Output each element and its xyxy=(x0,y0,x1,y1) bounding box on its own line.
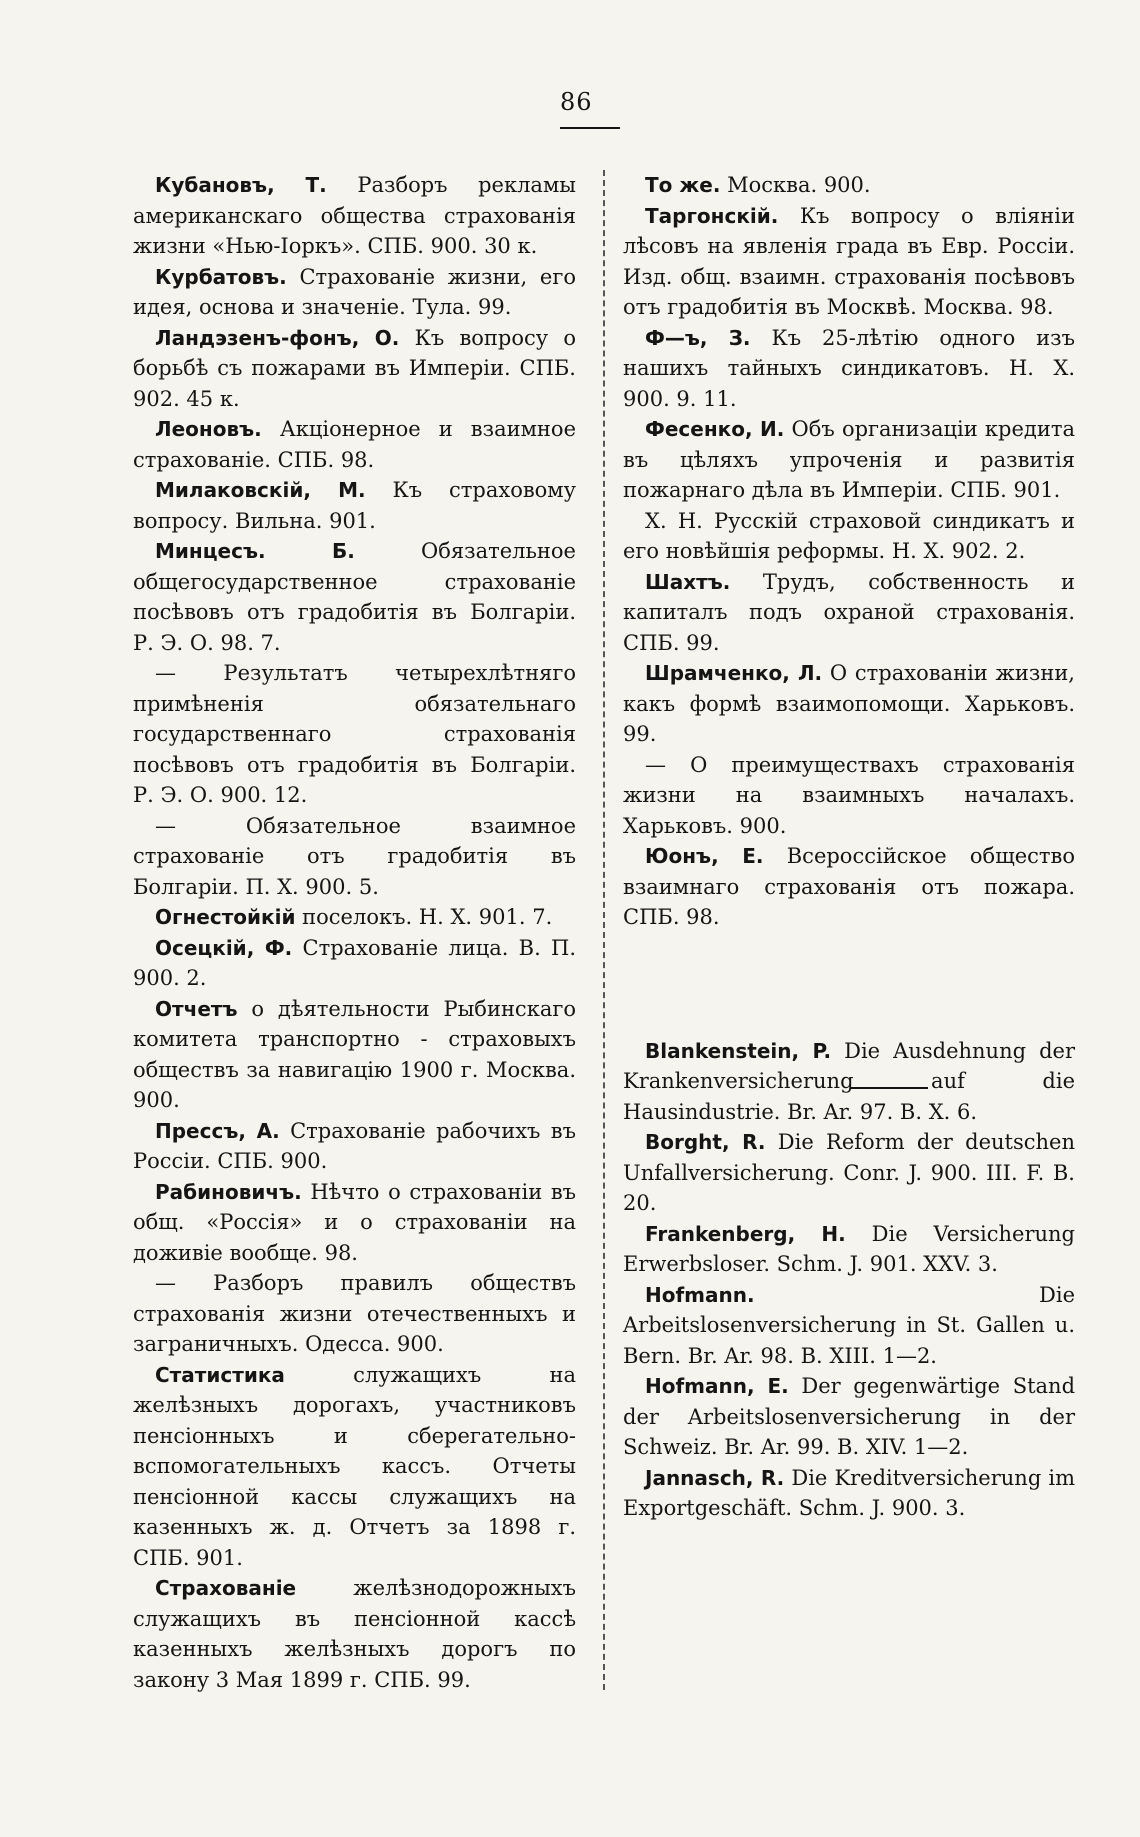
right-column xyxy=(623,170,1075,1524)
entry-text: Die Arbeitslosenversicherung in St. Gallen u. Bern. Br. Ar. 98. B. XIII. 1—2. xyxy=(623,1282,1075,1368)
entry-author: Hofmann. xyxy=(645,1282,755,1307)
entry-author: Осецкій, Ф. xyxy=(155,935,293,960)
entry-author: Фесенко, И. xyxy=(645,417,785,441)
entry-text: Die Ausdehnung der Krankenversicherung auf die Hausindustrie. Br. Ar. 97. B. X. 6. xyxy=(623,1038,1076,1124)
bibliography-entry xyxy=(623,841,1075,933)
bibliography-entry xyxy=(133,262,576,323)
entry-text: Разборъ рекламы американскаго общества страхованія жизни «Нью-Іоркъ». СПБ. 900. 30 к. xyxy=(133,173,577,258)
bibliography-entry xyxy=(133,811,576,903)
entry-text: — Обязательное взаимное страхованіе отъ градобитія въ Болгаріи. П. Х. 900. 5. xyxy=(133,813,576,899)
entry-author: Jannasch, R. xyxy=(645,1465,785,1490)
bibliography-entry xyxy=(133,475,576,536)
bibliography-entry xyxy=(133,658,576,811)
entry-text: Къ вопросу о борьбѣ съ пожарами въ Имперіи. СПБ. 902. 45 к. xyxy=(133,325,576,411)
bibliography-entry xyxy=(623,1371,1075,1463)
entry-author: Юонъ, Е. xyxy=(645,844,764,868)
entry-author: Огнестойкій xyxy=(155,905,296,929)
bibliography-entry xyxy=(133,933,576,994)
bibliography-entry xyxy=(623,201,1075,323)
entry-text: Страхованіе рабочихъ въ Россіи. СПБ. 900. xyxy=(133,1118,576,1173)
entry-author: Ландэзенъ-фонъ, О. xyxy=(155,325,400,350)
bibliography-entry xyxy=(623,1219,1075,1280)
bibliography-entry xyxy=(133,414,576,475)
bibliography-entry xyxy=(623,1463,1075,1524)
entry-text: Акціонерное и взаимное страхованіе. СПБ. 98. xyxy=(133,417,576,472)
bibliography-entry xyxy=(623,658,1075,750)
entry-text: о дѣятельности Рыбинскаго комитета транспортно - страховыхъ обществъ за навигацію 1900 г. Москва. 900. xyxy=(133,996,576,1112)
bibliography-entry xyxy=(133,536,576,658)
entry-author: Ф—ъ, З. xyxy=(645,325,751,350)
entry-text: Всероссійское общество взаимнаго страхованія отъ пожара. СПБ. 98. xyxy=(623,844,1075,929)
entry-text: Die Reform der deutschen Unfallversicherung. Conr. J. 900. III. F. B. 20. xyxy=(623,1130,1075,1215)
bibliography-entry xyxy=(623,567,1075,659)
entry-author: Курбатовъ. xyxy=(155,264,287,289)
entry-text: — Результатъ четырехлѣтняго примѣненія обязательнаго государственнаго страхованія посѣвовъ отъ градобитія въ Болгаріи. Р. Э. О. 900. 12. xyxy=(133,661,576,807)
entry-text: Обязательное общегосударственное страхованіе посѣвовъ отъ градобитія въ Болгаріи. Р. Э. О. 98. 7. xyxy=(133,539,576,655)
left-column xyxy=(133,170,576,1695)
entry-text: Der gegenwärtige Stand der Arbeitslosenversicherung in der Schweiz. Br. Ar. 99. B. XIV. 1—2. xyxy=(623,1374,1076,1459)
entry-text: О страхованіи жизни, какъ формѣ взаимопомощи. Харьковъ. 99. xyxy=(623,661,1075,746)
bibliography-entry xyxy=(623,506,1075,567)
bibliography-entry xyxy=(133,1116,576,1177)
bibliography-entry xyxy=(623,323,1075,415)
column-divider xyxy=(603,170,605,1690)
bibliography-entry xyxy=(623,750,1075,842)
bibliography-entry xyxy=(623,1127,1075,1219)
entry-author: Borght, R. xyxy=(645,1130,766,1154)
bibliography-entry xyxy=(623,1280,1075,1372)
entry-text: Москва. 900. xyxy=(720,173,871,197)
entry-text: Die Kreditversicherung im Exportgeschäft. Schm. J. 900. 3. xyxy=(623,1465,1075,1520)
entry-text: Страхованіе жизни, его идея, основа и значеніе. Тула. 99. xyxy=(133,264,576,319)
bibliography-entry xyxy=(133,902,576,933)
entry-author: Кубановъ, Т. xyxy=(155,173,327,197)
bibliography-entry xyxy=(133,1177,576,1269)
entry-text: Х. Н. Русскій страховой синдикатъ и его новѣйшія реформы. Н. Х. 902. 2. xyxy=(623,508,1075,563)
entry-text: Страхованіе лица. В. П. 900. 2. xyxy=(133,935,577,990)
page-number-rule xyxy=(560,127,620,129)
entry-author: Страхованіе xyxy=(155,1576,297,1600)
entry-text: — Разборъ правилъ обществъ страхованія жизни отечественныхъ и заграничныхъ. Одесса. 900. xyxy=(133,1271,576,1356)
entry-text: служащихъ на желѣзныхъ дорогахъ, участниковъ пенсіонныхъ и сберегательно-вспомогательныхъ кассъ. Отчеты пенсіонной кассы служащихъ на казенныхъ ж. д. Отчетъ за 1898 г. СПБ. 901. xyxy=(133,1362,576,1570)
entry-author: Шахтъ. xyxy=(645,569,731,594)
entry-author: Милаковскій, М. xyxy=(155,478,366,502)
entry-author: Отчетъ xyxy=(155,996,238,1021)
entry-author: Рабиновичъ. xyxy=(155,1179,302,1204)
bibliography-entry xyxy=(133,170,576,262)
bibliography-entry xyxy=(133,1360,576,1574)
entry-text: Къ 25-лѣтію одного изъ нашихъ тайныхъ синдикатовъ. Н. Х. 900. 9. 11. xyxy=(623,325,1075,411)
entry-text: Нѣчто о страхованіи въ общ. «Россія» и о страхованіи на доживіе вообще. 98. xyxy=(133,1179,576,1265)
bibliography-entry xyxy=(133,323,576,415)
bibliography-entry xyxy=(623,1036,1075,1128)
entry-text: Die Versicherung Erwerbsloser. Schm. J. 901. XXV. 3. xyxy=(623,1221,1075,1276)
entry-author: Frankenberg, H. xyxy=(645,1221,846,1246)
entry-text: Трудъ, собственность и капиталъ подъ охраной страхованія. СПБ. 99. xyxy=(623,569,1075,655)
entry-text: Къ страховому вопросу. Вильна. 901. xyxy=(133,478,576,533)
bibliography-entry xyxy=(133,1268,576,1360)
entry-text: желѣзнодорожныхъ служащихъ въ пенсіонной кассѣ казенныхъ желѣзныхъ дорогъ по закону 3 Мая 1899 г. СПБ. 99. xyxy=(133,1576,576,1692)
entry-author: Леоновъ. xyxy=(155,417,262,441)
entry-author: Минцесъ. Б. xyxy=(155,539,355,563)
page-number: 86 xyxy=(560,88,593,116)
entry-author: Hofmann, E. xyxy=(645,1374,789,1398)
entry-author: Статистика xyxy=(155,1362,285,1387)
entry-text: — О преимуществахъ страхованія жизни на взаимныхъ началахъ. Харьковъ. 900. xyxy=(623,752,1075,838)
entry-author: Прессъ, А. xyxy=(155,1118,280,1143)
entry-author: То же. xyxy=(645,173,721,197)
entry-author: Blankenstein, P. xyxy=(645,1038,832,1063)
entry-author: Таргонскій. xyxy=(645,203,779,228)
latin-section xyxy=(623,1036,1075,1524)
bibliography-entry xyxy=(133,994,576,1116)
entry-text: Къ вопросу о вліяніи лѣсовъ на явленія града въ Евр. Россіи. Изд. общ. взаимн. страхованія посѣвовъ отъ градобитія въ Москвѣ. Москва. 98. xyxy=(623,203,1075,319)
bibliography-entry xyxy=(623,414,1075,506)
entry-author: Шрамченко, Л. xyxy=(645,661,823,685)
bibliography-entry xyxy=(623,170,1075,201)
entry-text: поселокъ. Н. Х. 901. 7. xyxy=(295,905,553,929)
bibliography-entry xyxy=(133,1573,576,1695)
entry-text: Объ организаціи кредита въ цѣляхъ упроченія и развитія пожарнаго дѣла въ Имперіи. СПБ. 901. xyxy=(623,417,1075,502)
